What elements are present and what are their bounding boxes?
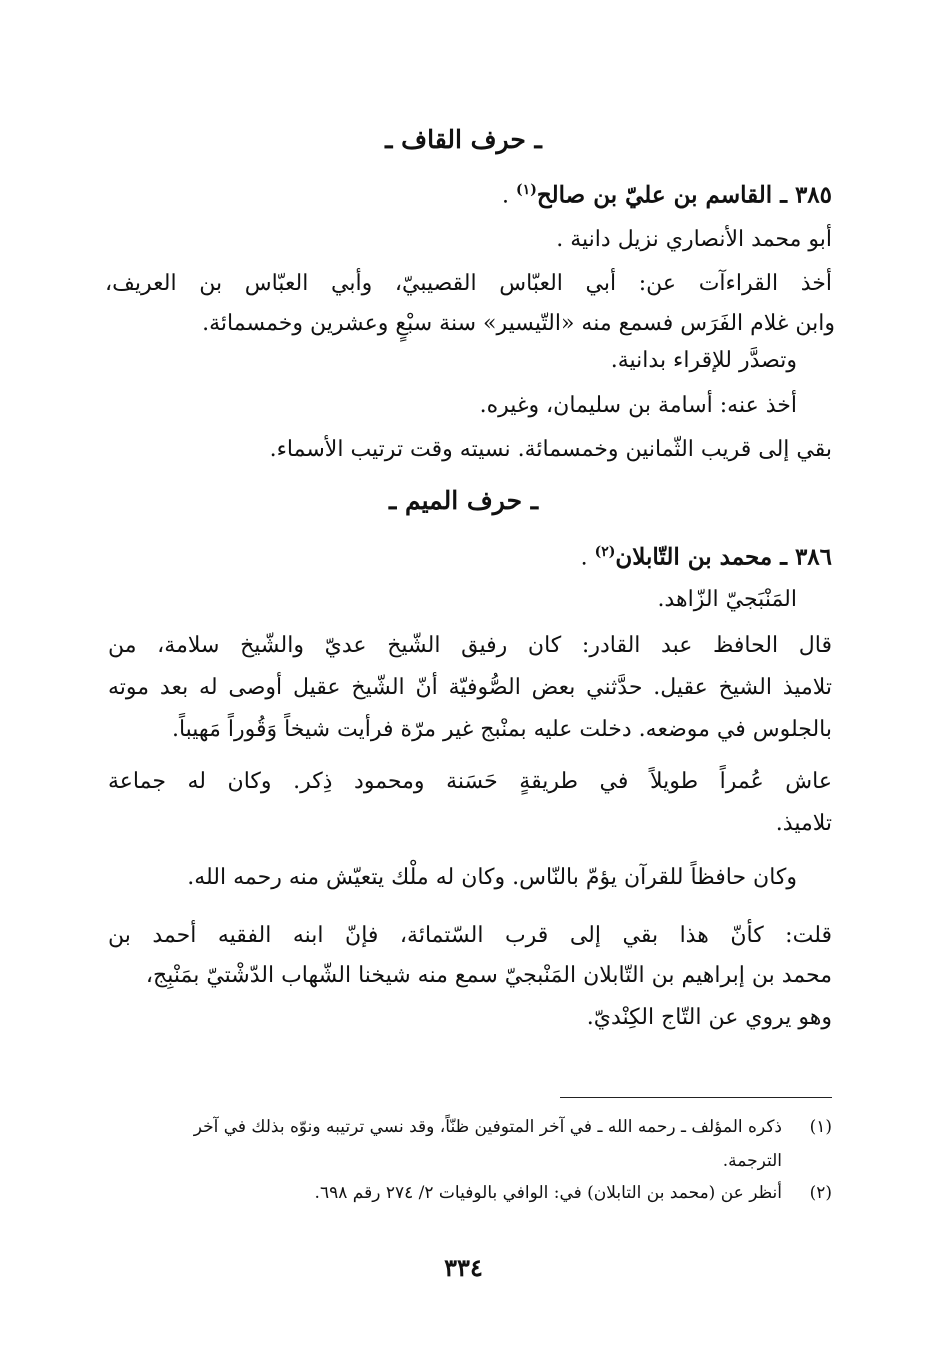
footnote-1-cont: الترجمة. [722,1151,782,1171]
section-heading-qaf: ـ حرف القاف ـ [385,125,542,154]
entry-386-line: محمد بن إبراهيم بن التّابلان المَنْبجيّ سمع منه شيخنا الشّهاب الدّشْتيّ بمَنْبِج، [145,963,832,988]
entry-385-line: وتصدَّر للإقراء بدانية. [610,348,797,373]
entry-386-line: قال الحافظ عبد القادر: كان رفيق الشّيخ عديّ والشّيخ سلامة، من [108,633,832,658]
entry-title-text: ٣٨٦ ـ محمد بن التّابلان [615,543,832,571]
entry-386-line: تلاميذ. [775,811,832,836]
title-end: . [502,183,517,209]
entry-385-line: أخذ عنه: أسامة بن سليمان، وغيره. [479,393,797,418]
entry-385-line: وابن غلام الفَرَس فسمع منه «التّيسير» سنة سبْعٍ وعشرين وخمسمائة. [202,311,835,336]
entry-386-line: قلت: كأنّ هذا بقي إلى قرب السّتمائة، فإنّ ابنه الفقيه أحمد بن [108,923,832,948]
entry-385-line: أبو محمد الأنصاري نزيل دانية . [556,227,832,252]
entry-386-line: وكان حافظاً للقرآن يؤمّ بالنّاس. وكان له ملْك يتعيّش منه رحمه الله. [187,865,797,890]
footnote-text: أنظر عن (محمد بن التابلان) في: الوافي بالوفيات ٢/ ٢٧٤ رقم ٦٩٨. [314,1183,782,1203]
footnote-2 [95,1180,832,1206]
page-number: ٣٣٤ [444,1253,483,1282]
footnote-text: ذكره المؤلف ـ رحمه الله ـ في آخر المتوفين ظنّاً، وقد نسي ترتيبه ونوّه بذلك في آخر [193,1117,782,1137]
entry-386-title [95,534,832,576]
entry-title-text: ٣٨٥ ـ القاسم بن عليّ بن صالح [536,181,832,209]
footnote-ref-1: (١) [516,182,537,198]
entry-386-line: وهو يروي عن التّاج الكِنْديّ. [586,1005,832,1030]
footnote-1 [95,1114,832,1140]
entry-386-line: تلاميذ الشيخ عقيل. حدَّثني بعض الصُّوفيّة أنّ الشّيخ عقيل أوصى له بعد موته [108,675,832,700]
footnote-ref-2: (٢) [594,544,616,560]
section-heading-meem: ـ حرف الميم ـ [388,486,539,515]
entry-385-line: بقي إلى قريب الثّمانين وخمسمائة. نسيته وقت ترتيب الأسماء. [269,437,832,462]
footnote-number: (١) [809,1117,832,1137]
entry-385-title [95,172,832,214]
footnote-separator [560,1097,832,1098]
footnote-number: (٢) [809,1183,832,1203]
entry-386-line: عاش عُمراً طويلاً في طريقةٍ حَسَنة ومحمود ذِكر. وكان له جماعة [108,769,832,794]
title-end: . [580,545,595,571]
entry-386-line: بالجلوس في موضعه. دخلت عليه بمنْبج غير مرّة فرأيت شيخاً وَقُوراً مَهيباً. [171,717,832,742]
entry-386-line: المَنْبَجيّ الزّاهد. [657,587,797,612]
entry-385-line: أخذ القراءآت عن: أبي العبّاس القصيبيّ، وأبي العبّاس بن العريف، [105,271,832,296]
